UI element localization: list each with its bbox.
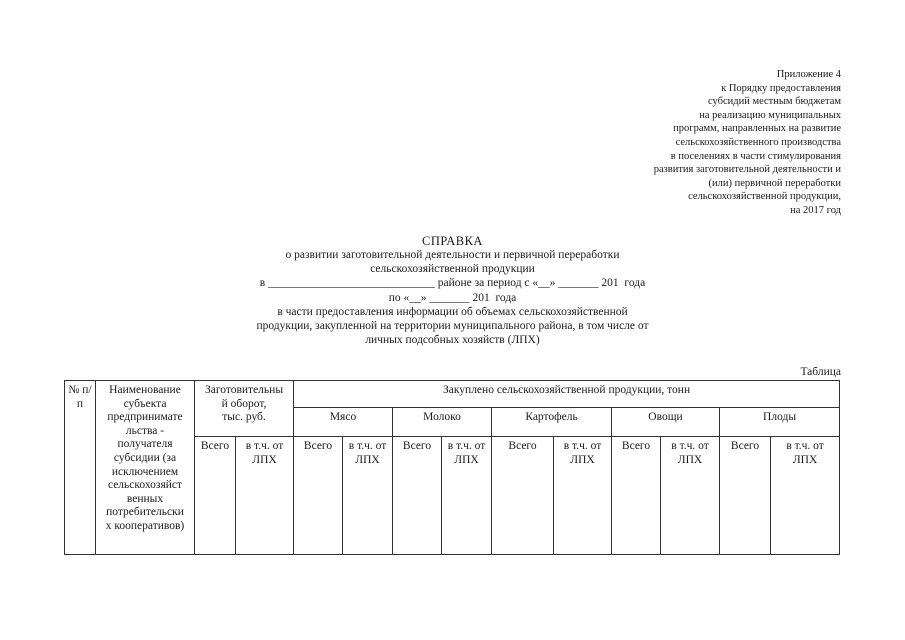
header-line: в _____________________________ районе за период с «__» _______ 201 года — [259, 277, 646, 290]
header-line: продукции, закупленной на территории муниципального района, в том числе от — [256, 320, 649, 333]
col-name-header — [96, 381, 195, 555]
table-label: Таблица — [800, 366, 841, 378]
header-line: в т.ч. от — [348, 440, 387, 452]
header-line: субсидии (за — [113, 451, 177, 464]
sub-header-total: Всего — [612, 437, 661, 555]
sub-header-total: Всего — [294, 437, 343, 555]
document-header — [0, 234, 905, 347]
header-line: получателя — [117, 438, 173, 451]
appendix-line: Приложение 4 — [776, 69, 841, 80]
col-turnover-header — [195, 381, 294, 437]
header-line: в т.ч. от — [245, 440, 284, 452]
header-line: ЛПХ — [792, 453, 818, 466]
col-purchased-header: Закуплено сельскохозяйственной продукции, тонн — [294, 381, 840, 408]
data-table — [64, 380, 840, 555]
product-header-meat: Мясо — [294, 408, 393, 437]
sub-header-lph — [554, 437, 612, 555]
header-line: в т.ч. от — [671, 440, 709, 452]
product-header-fruits: Плоды — [720, 408, 840, 437]
appendix-line: сельскохозяйственного производства — [675, 136, 841, 148]
product-header-vegetables: Овощи — [612, 408, 720, 437]
appendix-line: развития заготовительной деятельности и — [653, 164, 841, 176]
product-header-milk: Молоко — [393, 408, 492, 437]
appendix-line: программ, направленных на развитие — [673, 123, 841, 135]
document-title: СПРАВКА — [422, 234, 483, 248]
appendix-line: в поселениях в части стимулирования — [670, 150, 841, 162]
col-number-header: № п/п — [65, 381, 96, 555]
header-line: сельскохозяйственной продукции — [370, 263, 535, 276]
header-line: субъекта — [123, 397, 167, 410]
header-line: в т.ч. от — [786, 440, 824, 452]
header-line: Наименование — [109, 384, 181, 396]
sub-header-lph — [236, 437, 294, 555]
header-line: ЛПХ — [677, 453, 703, 466]
appendix-line: на реализацию муниципальных — [699, 109, 841, 121]
header-line: ЛПХ — [570, 453, 595, 466]
appendix-line: к Порядку предоставления — [721, 82, 841, 94]
header-line: личных подсобных хозяйств (ЛПХ) — [365, 334, 540, 347]
header-line: ЛПХ — [454, 453, 479, 466]
appendix-line: (или) первичной переработки — [708, 177, 841, 189]
header-line: исключением — [111, 465, 179, 478]
sub-header-total: Всего — [720, 437, 771, 555]
header-line: сельскохозяйст — [107, 479, 183, 492]
header-line: предпринимате — [107, 411, 183, 424]
sub-header-lph — [343, 437, 393, 555]
sub-header-lph — [661, 437, 720, 555]
header-line: тыс. руб. — [222, 411, 266, 424]
sub-header-total: Всего — [492, 437, 554, 555]
header-line: х кооперативов) — [105, 519, 185, 532]
sub-header-total: Всего — [393, 437, 442, 555]
appendix-line: сельскохозяйственной продукции, — [688, 191, 841, 203]
appendix-block — [581, 68, 841, 218]
header-line: в т.ч. от — [447, 440, 486, 452]
header-line: о развитии заготовительной деятельности и первичной переработки — [285, 249, 620, 261]
header-line: ЛПХ — [252, 453, 277, 466]
appendix-line: субсидий местным бюджетам — [707, 96, 841, 108]
appendix-line: на 2017 год — [790, 204, 841, 216]
header-line: в части предоставления информации об объемах сельскохозяйственной — [277, 305, 628, 318]
header-line: венных — [126, 492, 164, 505]
product-header-potato: Картофель — [492, 408, 612, 437]
header-line: Заготовительны — [204, 384, 284, 396]
sub-header-lph — [771, 437, 840, 555]
sub-header-total: Всего — [195, 437, 236, 555]
header-line: льства - — [125, 424, 165, 437]
header-line: й оборот, — [221, 397, 267, 410]
header-line: потребительски — [106, 506, 184, 519]
header-line: ЛПХ — [355, 453, 380, 466]
sub-header-lph — [442, 437, 492, 555]
header-line: по «__» _______ 201 года — [388, 291, 517, 304]
header-line: в т.ч. от — [563, 440, 602, 452]
